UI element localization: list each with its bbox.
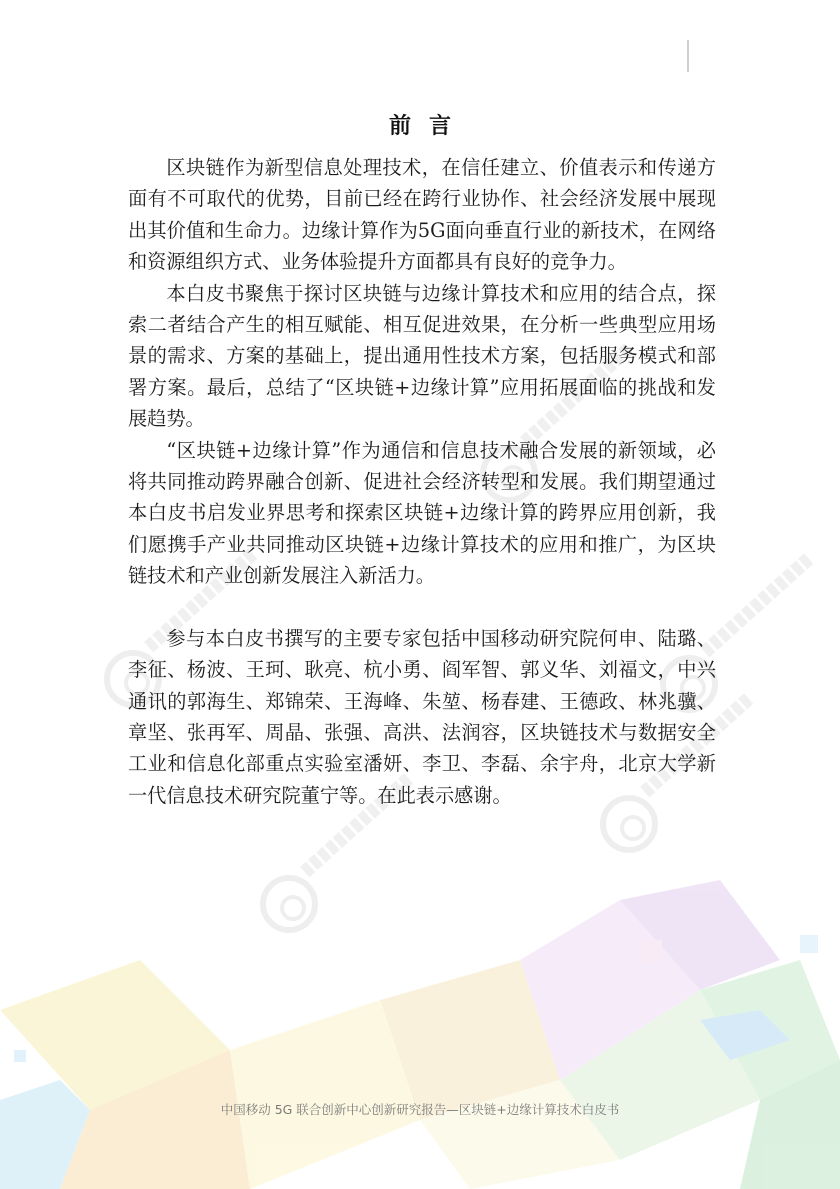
paragraph: “区块链+边缘计算”作为通信和信息技术融合发展的新领域，必将共同推动跨界融合创新、促进社会经济转型和发展。我们期望通过本白皮书启发业界思考和探索区块链+边缘计算的跨界应用创新，我们愿携手产业共同推动区块链+边缘计算技术的应用和推广，为区块链技术和产业创新发展注入新活力。 xyxy=(128,438,716,588)
acknowledgement-paragraph: 参与本白皮书撰写的主要专家包括中国移动研究院何申、陆璐、李征、杨波、王珂、耿亮、杭小勇、阎军智、郭义华、刘福文，中兴通讯的郭海生、郑锦荣、王海峰、朱堃、杨春建、王德政、林兆骥、章坚、张再军、周晶、张强、高洪、法润容，区块链技术与数据安全工业和信息化部重点实验室潘妍、李卫、李磊、余宇舟，北京大学新一代信息技术研究院董宁等。在此表示感谢。 xyxy=(128,626,716,807)
body-text xyxy=(128,152,716,811)
page-title: 前言 xyxy=(388,113,469,139)
paragraph: 区块链作为新型信息处理技术，在信任建立、价值表示和传递方面有不可取代的优势，目前已经在跨行业协作、社会经济发展中展现出其价值和生命力。边缘计算作为5G面向垂直行业的新技术，在网络和资源组织方式、业务体验提升方面都具有良好的竞争力。 xyxy=(128,156,716,274)
header-rule xyxy=(687,40,689,72)
page-footer: 中国移动 5G 联合创新中心创新研究报告—区块链+边缘计算技术白皮书 xyxy=(220,1102,620,1117)
paragraph: 本白皮书聚焦于探讨区块链与边缘计算技术和应用的结合点，探索二者结合产生的相互赋能、相互促进效果，在分析一些典型应用场景的需求、方案的基础上，提出通用性技术方案，包括服务模式和部署方案。最后，总结了“区块链+边缘计算”应用拓展面临的挑战和发展趋势。 xyxy=(128,281,716,431)
